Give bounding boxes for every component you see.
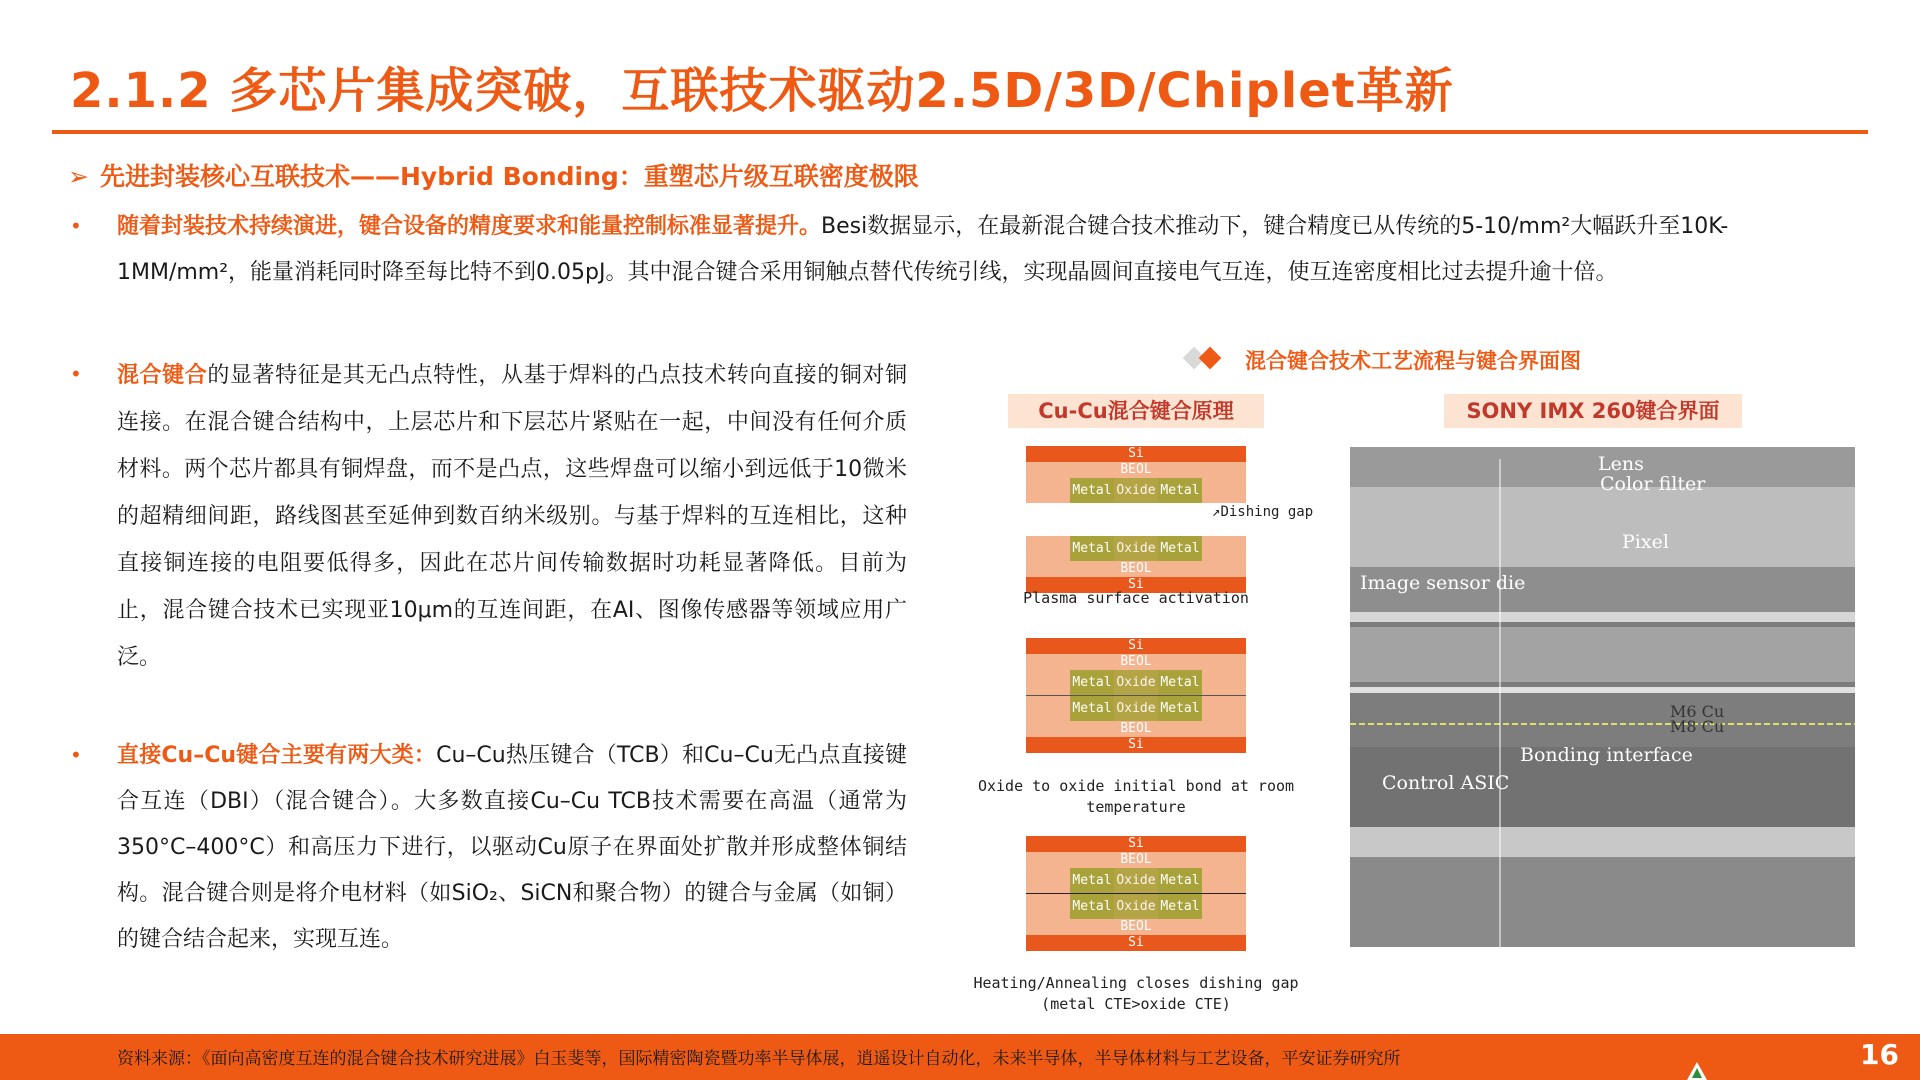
bullet-icon: • [70,362,82,386]
right-diagram-tab: SONY IMX 260键合界面 [1444,394,1742,428]
sem-cross-section-image [1350,447,1855,947]
sem-label-pixel: Pixel [1622,531,1669,553]
bond-layer [1026,670,1246,696]
beol-layer: BEOL [1026,462,1246,478]
sem-label-m6: M6 Cu [1670,702,1725,721]
p3-highlight: 直接Cu–Cu键合主要有两大类： [117,743,437,768]
bullet-icon: • [70,743,82,767]
caption-initial-bond-line2: temperature [1086,798,1186,816]
sem-label-m8: M8 Cu [1670,717,1725,736]
p1-text: Besi数据显示，在最新混合键合技术推动下，键合精度已从传统的5-10/mm²大幅跃升至10K-1MM/mm²，能量消耗同时降至每比特不到0.05pJ。其中混合键合采用铜触点替代传统引线，实现晶圆间直接电气互连，使互连密度相比过去提升逾十倍。 [117,214,1729,285]
paragraph-2 [117,352,907,681]
figure-title: 混合键合技术工艺流程与键合界面图 [1245,349,1581,373]
si-layer: Si [1026,577,1246,593]
metal-pad: Metal [1070,478,1114,503]
paragraph-1 [117,204,1847,296]
metal-pad: Metal [1158,894,1202,919]
dishing-gap-label: ↗Dishing gap [1212,504,1314,520]
sem-texture [1350,447,1855,947]
subtitle-text: 先进封装核心互联技术——Hybrid Bonding：重塑芯片级互联密度极限 [100,162,919,191]
caption-annealing-line1: Heating/Annealing closes dishing gap [973,974,1299,992]
diamond-icon [1180,346,1230,370]
beol-layer: BEOL [1026,721,1246,737]
beol-layer: BEOL [1026,654,1246,670]
caption-plasma: Plasma surface activation [1023,589,1249,607]
p2-highlight: 混合键合 [117,363,208,388]
sem-label-lens: Lens [1598,453,1644,475]
p3-text: Cu–Cu热压键合（TCB）和Cu–Cu无凸点直接键合互连（DBI）（混合键合）。大多数直接Cu–Cu TCB技术需要在高温（通常为350°C–400°C）和高压力下进行，以驱动Cu原子在界面处扩散并形成整体铜结构。混合键合则是将介电材料（如SiO₂、SiCN和聚合物）的键合与金属（如铜）的键合结合起来，实现互连。 [117,743,907,952]
bond-layer [1026,536,1246,561]
page-title: 2.1.2 多芯片集成突破，互联技术驱动2.5D/3D/Chiplet革新 [70,63,1454,119]
oxide-pad: Oxide [1114,478,1158,503]
beol-layer: BEOL [1026,919,1246,935]
metal-pad: Metal [1070,868,1114,893]
p2-text: 的显著特征是其无凸点特性，从基于焊料的凸点技术转向直接的铜对铜连接。在混合键合结构中，上层芯片和下层芯片紧贴在一起，中间没有任何介质材料。两个芯片都具有铜焊盘，而不是凸点，这些焊盘可以缩小到远低于10微米的超精细间距，路线图甚至延伸到数百纳米级别。与基于焊料的互连相比，这种直接铜连接的电阻要低得多，因此在芯片间传输数据时功耗显著降低。目前为止，混合键合技术已实现亚10μm的互连间距，在AI、图像传感器等领域应用广泛。 [117,363,907,670]
si-layer: Si [1026,935,1246,951]
arrow-icon: ➢ [68,162,89,191]
metal-pad: Metal [1158,670,1202,695]
source-note: 资料来源：《面向高密度互连的混合键合技术研究进展》白玉斐等，国际精密陶瓷暨功率半导体展，逍遥设计自动化，未来半导体，半导体材料与工艺设备，平安证券研究所 [117,1049,1401,1069]
bond-layer [1026,696,1246,721]
metal-pad: Metal [1158,868,1202,893]
sem-label-image-sensor-die: Image sensor die [1360,572,1526,594]
p1-highlight: 随着封装技术持续演进，键合设备的精度要求和能量控制标准显著提升。 [117,214,822,239]
si-layer: Si [1026,836,1246,852]
oxide-pad: Oxide [1114,696,1158,721]
oxide-pad: Oxide [1114,536,1158,561]
metal-pad: Metal [1070,894,1114,919]
sem-label-control-asic: Control ASIC [1382,772,1510,794]
bond-layer [1026,478,1246,503]
sem-label-bonding-interface: Bonding interface [1520,744,1693,766]
si-layer: Si [1026,638,1246,654]
bond-layer [1026,894,1246,919]
bond-stack-2 [1026,638,1246,753]
page-number: 16 [1860,1038,1899,1071]
beol-layer: BEOL [1026,852,1246,868]
metal-pad: Metal [1070,670,1114,695]
bond-stack-3 [1026,836,1246,951]
metal-pad: Metal [1070,696,1114,721]
oxide-pad: Oxide [1114,868,1158,893]
bullet-icon: • [70,214,82,238]
beol-layer: BEOL [1026,561,1246,577]
sem-label-color-filter: Color filter [1600,473,1706,495]
bond-layer [1026,868,1246,894]
section-subtitle [68,157,919,193]
si-layer: Si [1026,737,1246,753]
left-diagram-tab: Cu-Cu混合键合原理 [1008,394,1264,428]
caption-initial-bond-line1: Oxide to oxide initial bond at room [977,777,1295,795]
metal-pad: Metal [1158,478,1202,503]
oxide-pad: Oxide [1114,670,1158,695]
metal-pad: Metal [1158,536,1202,561]
si-layer: Si [1026,446,1246,462]
paragraph-3 [117,733,907,963]
caption-annealing-line2: (metal CTE>oxide CTE) [1041,995,1231,1013]
metal-pad: Metal [1158,696,1202,721]
logo-icon [1686,1060,1708,1080]
oxide-pad: Oxide [1114,894,1158,919]
title-divider [52,130,1868,134]
metal-pad: Metal [1070,536,1114,561]
